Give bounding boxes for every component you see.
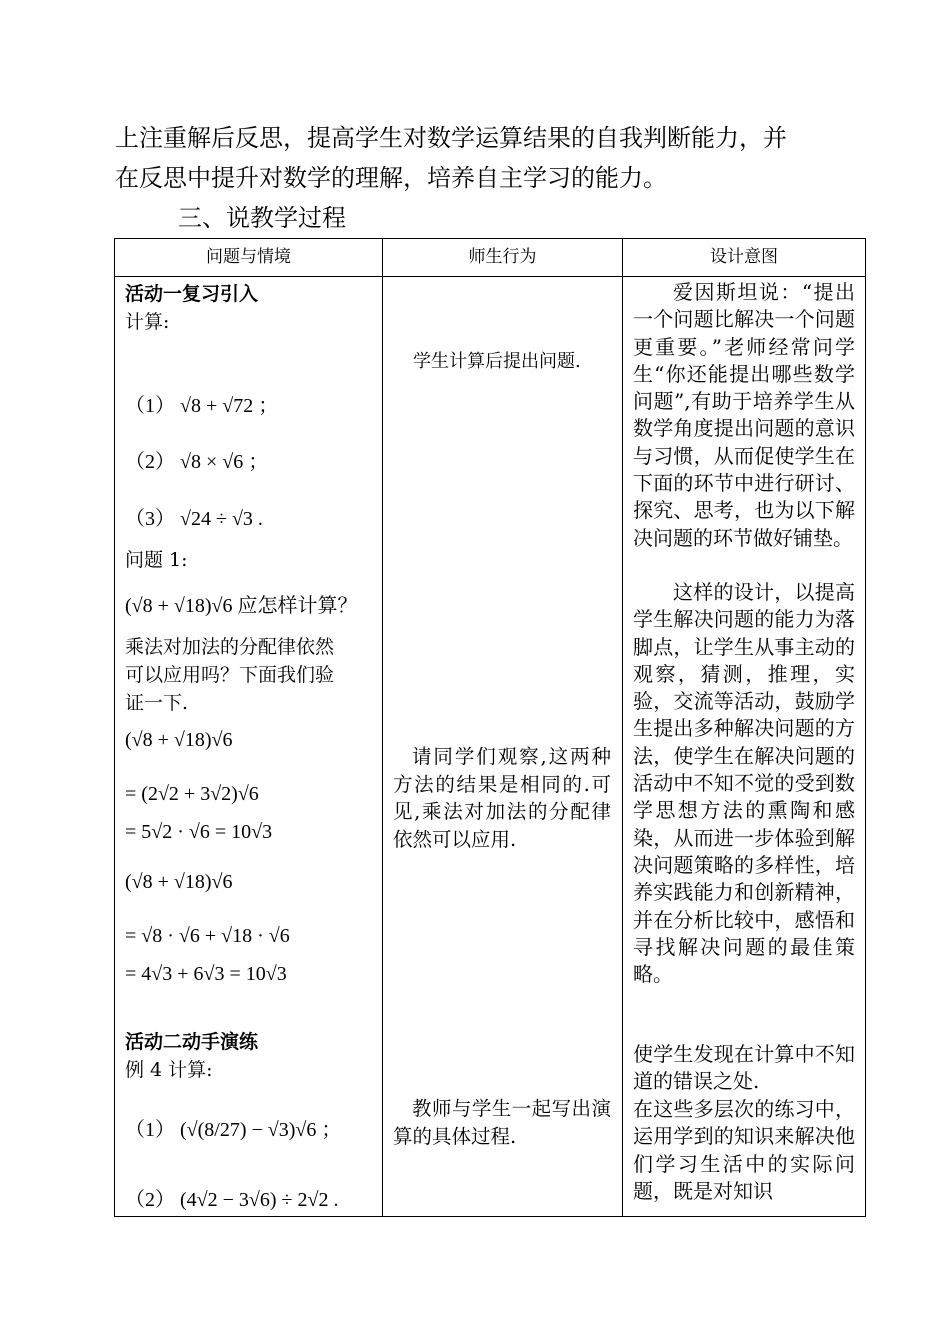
action-observe-methods: 请同学们观察,这两种方法的结果是相同的.可见,乘法对加法的分配律依然可以应用.	[393, 745, 611, 851]
intent-einstein-quote: 爱因斯坦说：“提出一个问题比解决一个问题更重要。”老师经常问学生“你还能提出哪些数学问题”,有助于培养学生从数学角度提出问题的意识与习惯，从而促使学生在下面的环节中进行研讨、探究、思考，也为以下解决问题的环节做好铺垫。	[633, 280, 855, 550]
table-header-row	[115, 239, 866, 277]
activity1-title: 活动一复习引入	[125, 283, 259, 305]
section-heading: 三、说教学过程	[178, 204, 346, 232]
intro-line-1: 上注重解后反思，提高学生对数学运算结果的自我判断能力，并	[115, 124, 787, 152]
method-a-line-2: = (2√2 + 3√2)√6	[125, 783, 259, 805]
problem-situation-cell	[115, 277, 383, 1217]
teacher-student-action-cell	[383, 277, 623, 1217]
distributive-line-3: 证一下.	[125, 692, 189, 714]
intent-problem-solving: 这样的设计，以提高学生解决问题的能力为落脚点，让学生从事主动的观察，猜测，推理，实验，交流等活动，鼓励学生提出多种解决问题的方法，使学生在解决问题的活动中不知不觉的受到数学思想方法的熏陶和感染，从而进一步体验到解决问题策略的多样性，培养实践能力和创新精神，并在分析比较中，感悟和寻找解决问题的最佳策略。	[633, 580, 855, 987]
intent-multi-level-practice: 在这些多层次的练习中，运用学到的知识来解决他们学习生活中的实际问题，既是对知识	[633, 1097, 855, 1203]
header-teacher-student-action: 师生行为	[383, 239, 623, 277]
review-item-1: （1） √8 + √72 ；	[125, 395, 279, 417]
question1-expression: (√8 + √18)√6 应怎样计算？	[125, 595, 358, 617]
header-design-intent: 设计意图	[623, 239, 866, 277]
teaching-process-table	[114, 238, 866, 1217]
review-item-3: （3） √24 ÷ √3 .	[125, 508, 263, 530]
question1-label: 问题 1:	[125, 549, 188, 571]
distributive-line-1: 乘法对加法的分配律依然	[125, 636, 335, 658]
method-a-line-1: (√8 + √18)√6	[125, 729, 233, 751]
method-b-line-1: (√8 + √18)√6	[125, 871, 233, 893]
intent-find-errors: 使学生发现在计算中不知道的错误之处.	[633, 1042, 855, 1094]
review-item-2: （2） √8 × √6 ；	[125, 451, 269, 473]
method-b-line-2: = √8 · √6 + √18 · √6	[125, 925, 290, 947]
example4-item-2: （2） (4√2 − 3√6) ÷ 2√2 .	[125, 1189, 339, 1211]
activity2-title: 活动二动手演练	[125, 1031, 259, 1053]
table-body-row	[115, 277, 866, 1217]
example4-item-1: （1） (√(8/27) − √3)√6 ；	[125, 1119, 342, 1141]
method-a-line-3: = 5√2 · √6 = 10√3	[125, 821, 273, 843]
intro-line-2: 在反思中提升对数学的理解，培养自主学习的能力。	[115, 164, 667, 192]
action-student-compute: 学生计算后提出问题.	[413, 351, 581, 372]
compute-label: 计算:	[125, 311, 170, 333]
distributive-line-2: 可以应用吗？下面我们验	[125, 664, 335, 686]
design-intent-cell	[623, 277, 866, 1217]
header-problem-situation: 问题与情境	[115, 239, 383, 277]
action-write-process: 教师与学生一起写出演算的具体过程.	[393, 1097, 611, 1148]
example4-label: 例 4 计算:	[125, 1059, 213, 1081]
method-b-line-3: = 4√3 + 6√3 = 10√3	[125, 963, 287, 985]
